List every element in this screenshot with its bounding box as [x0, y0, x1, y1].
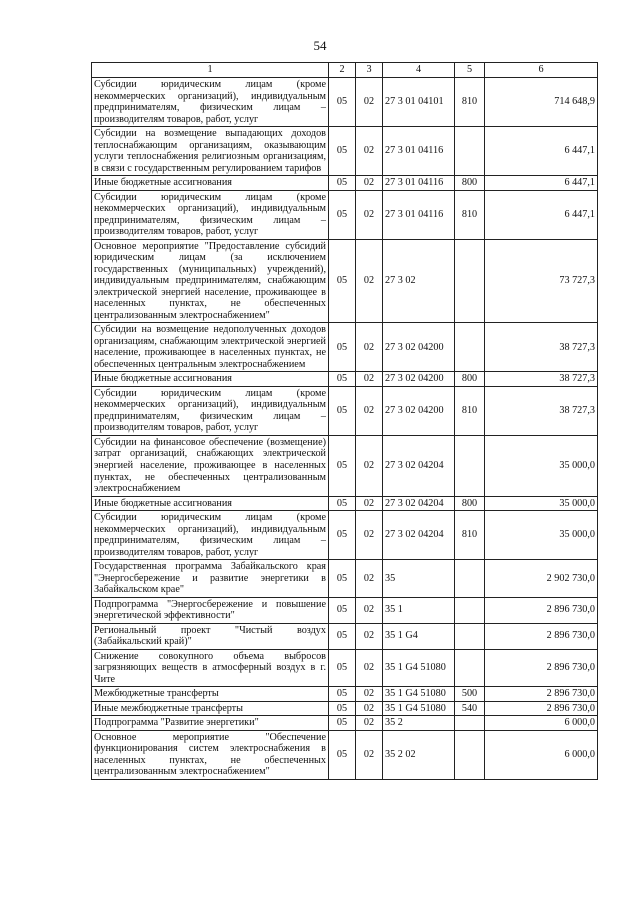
section-code: 05 [329, 716, 356, 731]
expense-type-code: 800 [455, 176, 485, 191]
header-cell: 1 [92, 63, 329, 78]
item-name: Межбюджетные трансферты [92, 687, 329, 702]
target-article-code: 27 3 01 04116 [383, 190, 455, 239]
subsection-code: 02 [356, 716, 383, 731]
subsection-code: 02 [356, 649, 383, 687]
section-code: 05 [329, 176, 356, 191]
amount-value: 35 000,0 [485, 496, 598, 511]
amount-value: 2 896 730,0 [485, 623, 598, 649]
target-article-code: 35 1 G4 51080 [383, 701, 455, 716]
section-code: 05 [329, 649, 356, 687]
section-code: 05 [329, 701, 356, 716]
target-article-code: 35 [383, 560, 455, 598]
item-name: Основное мероприятие "Предоставление субсидий юридическим лицам (за исключением государственных (муниципальных) учреждений), индивидуальным предпринимателям, снабжающим электрической энергией население, проживающее в населенных пунктах, не обеспеченных централизованным электроснабжением" [92, 239, 329, 323]
target-article-code: 27 3 02 04204 [383, 496, 455, 511]
header-cell: 5 [455, 63, 485, 78]
item-name: Государственная программа Забайкальского края "Энергосбережение и развитие энергетики в Забайкальском крае" [92, 560, 329, 598]
section-code: 05 [329, 560, 356, 598]
item-name: Субсидии юридическим лицам (кроме некоммерческих организаций), индивидуальным предпринимателям, физическим лицам – производителям товаров, работ, услуг [92, 511, 329, 560]
table-row [92, 190, 598, 239]
amount-value: 2 896 730,0 [485, 701, 598, 716]
expense-type-code [455, 623, 485, 649]
budget-table [91, 62, 598, 780]
item-name: Иные бюджетные ассигнования [92, 496, 329, 511]
section-code: 05 [329, 372, 356, 387]
subsection-code: 02 [356, 730, 383, 779]
amount-value: 35 000,0 [485, 435, 598, 496]
table-row [92, 511, 598, 560]
table-row [92, 435, 598, 496]
expense-type-code [455, 716, 485, 731]
subsection-code: 02 [356, 623, 383, 649]
section-code: 05 [329, 323, 356, 372]
section-code: 05 [329, 127, 356, 176]
subsection-code: 02 [356, 176, 383, 191]
amount-value: 2 896 730,0 [485, 687, 598, 702]
section-code: 05 [329, 623, 356, 649]
item-name: Подпрограмма "Развитие энергетики" [92, 716, 329, 731]
expense-type-code: 810 [455, 386, 485, 435]
table-row [92, 560, 598, 598]
subsection-code: 02 [356, 701, 383, 716]
section-code: 05 [329, 435, 356, 496]
table-row [92, 687, 598, 702]
table-row [92, 239, 598, 323]
table-row [92, 176, 598, 191]
amount-value: 6 447,1 [485, 190, 598, 239]
target-article-code: 27 3 01 04116 [383, 176, 455, 191]
target-article-code: 35 1 G4 51080 [383, 687, 455, 702]
subsection-code: 02 [356, 687, 383, 702]
amount-value: 6 447,1 [485, 176, 598, 191]
target-article-code: 27 3 01 04101 [383, 78, 455, 127]
subsection-code: 02 [356, 511, 383, 560]
page-number: 54 [313, 38, 327, 53]
table-row [92, 127, 598, 176]
subsection-code: 02 [356, 190, 383, 239]
expense-type-code: 800 [455, 496, 485, 511]
amount-value: 2 896 730,0 [485, 597, 598, 623]
expense-type-code [455, 435, 485, 496]
expense-type-code [455, 239, 485, 323]
header-cell: 3 [356, 63, 383, 78]
expense-type-code [455, 649, 485, 687]
table-row [92, 496, 598, 511]
item-name: Региональный проект "Чистый воздух (Забайкальский край)" [92, 623, 329, 649]
table-row [92, 716, 598, 731]
expense-type-code [455, 597, 485, 623]
header-row [92, 63, 598, 78]
item-name: Основное мероприятие "Обеспечение функционирования систем электроснабжения в населенных пунктах, не обеспеченных централизованным электроснабжением" [92, 730, 329, 779]
subsection-code: 02 [356, 597, 383, 623]
section-code: 05 [329, 687, 356, 702]
subsection-code: 02 [356, 323, 383, 372]
subsection-code: 02 [356, 239, 383, 323]
subsection-code: 02 [356, 435, 383, 496]
table-row [92, 372, 598, 387]
section-code: 05 [329, 386, 356, 435]
item-name: Субсидии юридическим лицам (кроме некоммерческих организаций), индивидуальным предпринимателям, физическим лицам – производителям товаров, работ, услуг [92, 78, 329, 127]
expense-type-code: 810 [455, 78, 485, 127]
target-article-code: 27 3 02 [383, 239, 455, 323]
target-article-code: 27 3 01 04116 [383, 127, 455, 176]
item-name: Иные бюджетные ассигнования [92, 372, 329, 387]
target-article-code: 35 1 G4 51080 [383, 649, 455, 687]
subsection-code: 02 [356, 386, 383, 435]
item-name: Субсидии юридическим лицам (кроме некоммерческих организаций), индивидуальным предпринимателям, физическим лицам – производителям товаров, работ, услуг [92, 386, 329, 435]
subsection-code: 02 [356, 127, 383, 176]
target-article-code: 27 3 02 04200 [383, 323, 455, 372]
table-row [92, 323, 598, 372]
section-code: 05 [329, 190, 356, 239]
section-code: 05 [329, 597, 356, 623]
target-article-code: 27 3 02 04200 [383, 386, 455, 435]
section-code: 05 [329, 511, 356, 560]
subsection-code: 02 [356, 78, 383, 127]
table-row [92, 649, 598, 687]
item-name: Подпрограмма "Энергосбережение и повышение энергетической эффективности" [92, 597, 329, 623]
header-cell: 4 [383, 63, 455, 78]
header-cell: 2 [329, 63, 356, 78]
target-article-code: 35 2 [383, 716, 455, 731]
target-article-code: 27 3 02 04204 [383, 511, 455, 560]
expense-type-code: 810 [455, 190, 485, 239]
expense-type-code [455, 323, 485, 372]
table-row [92, 730, 598, 779]
target-article-code: 27 3 02 04204 [383, 435, 455, 496]
target-article-code: 27 3 02 04200 [383, 372, 455, 387]
target-article-code: 35 1 G4 [383, 623, 455, 649]
expense-type-code: 500 [455, 687, 485, 702]
amount-value: 6 447,1 [485, 127, 598, 176]
table-row [92, 623, 598, 649]
amount-value: 35 000,0 [485, 511, 598, 560]
amount-value: 38 727,3 [485, 386, 598, 435]
item-name: Иные межбюджетные трансферты [92, 701, 329, 716]
amount-value: 2 902 730,0 [485, 560, 598, 598]
subsection-code: 02 [356, 496, 383, 511]
header-cell: 6 [485, 63, 598, 78]
item-name: Снижение совокупного объема выбросов загрязняющих веществ в атмосферный воздух в г. Чите [92, 649, 329, 687]
expense-type-code [455, 730, 485, 779]
expense-type-code: 800 [455, 372, 485, 387]
item-name: Субсидии на возмещение выпадающих доходов теплоснабжающим организациям, оказывающим услуги теплоснабжения религиозным организациям, в связи с государственным регулированием тарифов [92, 127, 329, 176]
expense-type-code [455, 560, 485, 598]
subsection-code: 02 [356, 372, 383, 387]
section-code: 05 [329, 239, 356, 323]
amount-value: 73 727,3 [485, 239, 598, 323]
section-code: 05 [329, 78, 356, 127]
table-row [92, 386, 598, 435]
expense-type-code: 540 [455, 701, 485, 716]
section-code: 05 [329, 730, 356, 779]
expense-type-code: 810 [455, 511, 485, 560]
item-name: Иные бюджетные ассигнования [92, 176, 329, 191]
amount-value: 38 727,3 [485, 323, 598, 372]
section-code: 05 [329, 496, 356, 511]
amount-value: 38 727,3 [485, 372, 598, 387]
target-article-code: 35 2 02 [383, 730, 455, 779]
amount-value: 6 000,0 [485, 730, 598, 779]
item-name: Субсидии на возмещение недополученных доходов организациям, снабжающим электрической энергией население, проживающее в населенных пунктах, не обеспеченных центральным электроснабжением [92, 323, 329, 372]
subsection-code: 02 [356, 560, 383, 598]
amount-value: 6 000,0 [485, 716, 598, 731]
table-row [92, 78, 598, 127]
target-article-code: 35 1 [383, 597, 455, 623]
amount-value: 714 648,9 [485, 78, 598, 127]
item-name: Субсидии юридическим лицам (кроме некоммерческих организаций), индивидуальным предпринимателям, физическим лицам – производителям товаров, работ, услуг [92, 190, 329, 239]
expense-type-code [455, 127, 485, 176]
item-name: Субсидии на финансовое обеспечение (возмещение) затрат организаций, снабжающих электрической энергией население, проживающее в населенных пунктах, не обеспеченных централизованным электроснабжением [92, 435, 329, 496]
table-row [92, 701, 598, 716]
table-row [92, 597, 598, 623]
amount-value: 2 896 730,0 [485, 649, 598, 687]
